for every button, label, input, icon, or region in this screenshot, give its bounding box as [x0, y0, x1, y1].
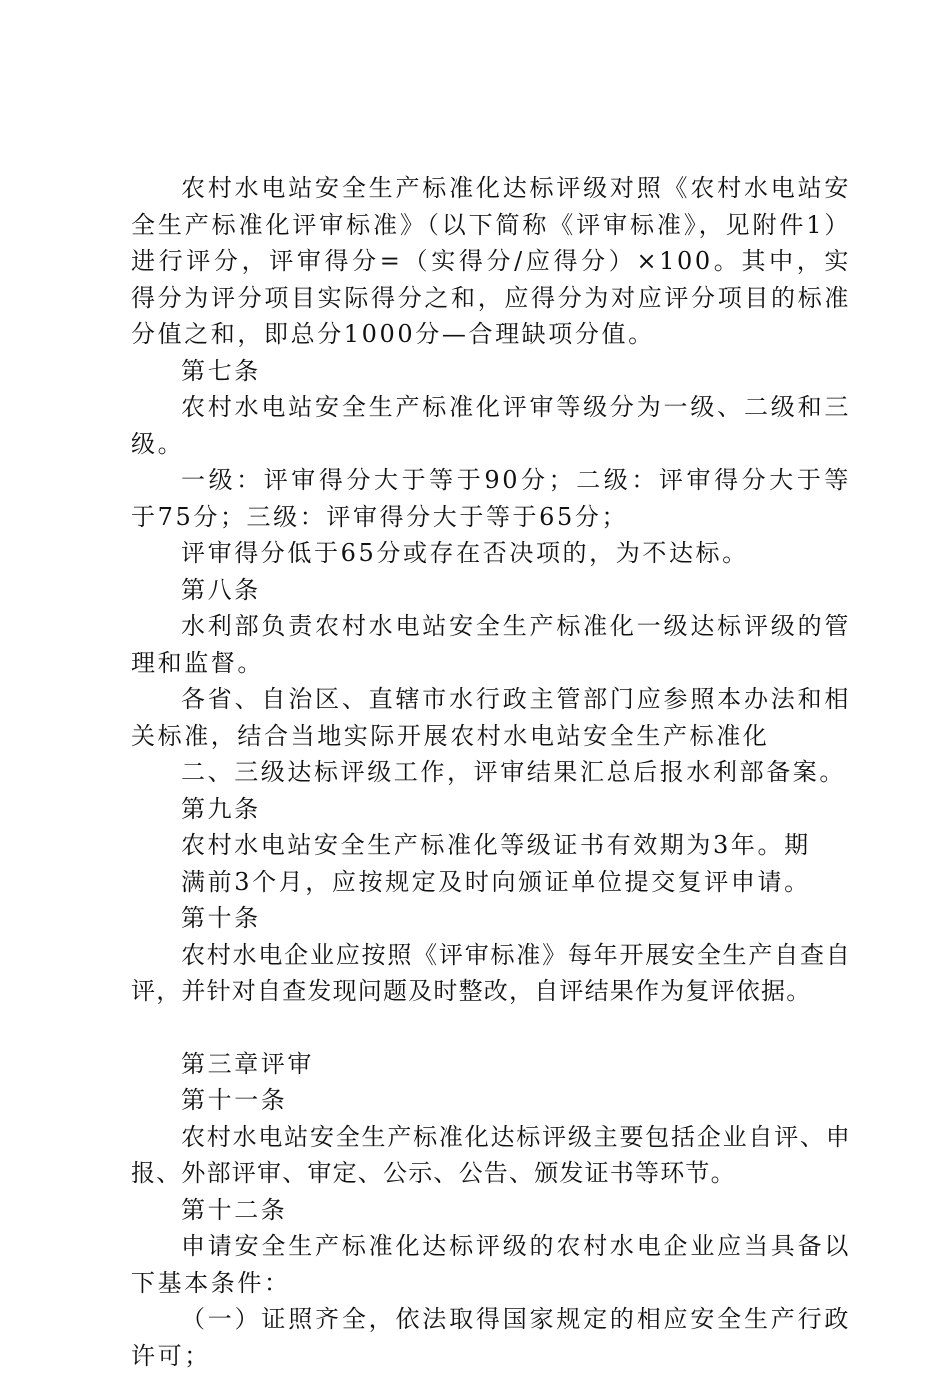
- article-10-heading: 第十条: [181, 904, 261, 932]
- paragraph-gap: [131, 1010, 851, 1046]
- article-9-heading: 第九条: [181, 794, 261, 823]
- paragraph-scoring-method: 农村水电站安全生产标准化达标评级对照《农村水电站安全生产标准化评审标准》（以下简称《评审标准》，见附件1）进行评分，评审得分=（实得分/应得分）×100。其中，实得分为评分项目实际得分之和，应得分为对应评分项目的标准分值之和，即总分1000分—合理缺项分值。: [131, 174, 851, 348]
- paragraph-provincial-continuation: 二、三级达标评级工作，评审结果汇总后报水利部备案。: [181, 758, 846, 786]
- article-7-heading: 第七条: [181, 356, 261, 385]
- paragraph-evaluation-steps: 农村水电站安全生产标准化达标评级主要包括企业自评、申报、外部评审、审定、公示、公告、颁发证书等环节。: [131, 1122, 851, 1187]
- paragraph-provincial-responsibility: 各省、自治区、直辖市水行政主管部门应参照本办法和相关标准，结合当地实际开展农村水电站安全生产标准化: [131, 685, 851, 750]
- document-body: [131, 170, 851, 1374]
- paragraph-fail-condition: 评审得分低于65分或存在否决项的，为不达标。: [181, 539, 749, 567]
- paragraph-renewal-application: 满前3个月，应按规定及时向颁证单位提交复评申请。: [181, 867, 811, 896]
- paragraph-self-assessment: 农村水电企业应按照《评审标准》每年开展安全生产自查自评，并针对自查发现问题及时整改，自评结果作为复评依据。: [131, 940, 851, 1005]
- paragraph-certificate-validity: 农村水电站安全生产标准化等级证书有效期为3年。期: [181, 831, 811, 859]
- paragraph-grade-levels: 农村水电站安全生产标准化评审等级分为一级、二级和三级。: [131, 393, 851, 458]
- paragraph-grade-thresholds: 一级：评审得分大于等于90分；二级：评审得分大于等于75分；三级：评审得分大于等于65分；: [131, 466, 851, 531]
- article-11-heading: 第十一条: [181, 1086, 288, 1114]
- paragraph-condition-1: （一）证照齐全，依法取得国家规定的相应安全生产行政许可；: [131, 1305, 851, 1370]
- paragraph-ministry-responsibility: 水利部负责农村水电站安全生产标准化一级达标评级的管理和监督。: [131, 612, 851, 677]
- paragraph-basic-conditions: 申请安全生产标准化达标评级的农村水电企业应当具备以下基本条件：: [131, 1232, 851, 1297]
- chapter-3-heading: 第三章评审: [181, 1049, 314, 1078]
- article-8-heading: 第八条: [181, 575, 261, 604]
- article-12-heading: 第十二条: [181, 1195, 288, 1224]
